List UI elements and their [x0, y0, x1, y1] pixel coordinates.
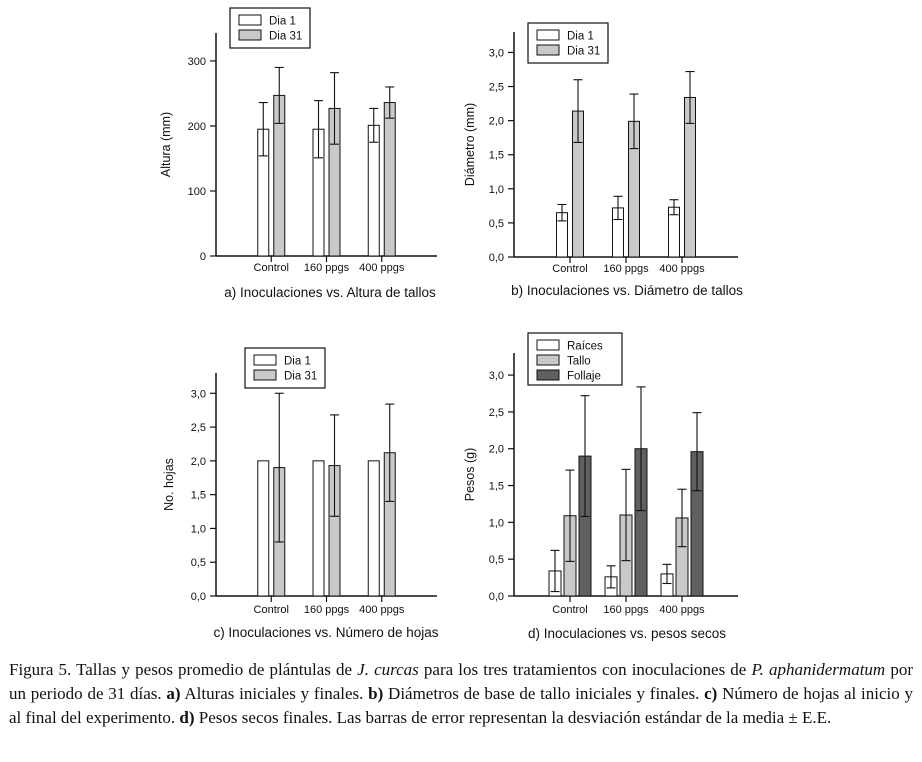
y-tick-label: 300 [187, 55, 206, 68]
caption-segment: c) [704, 684, 718, 703]
y-tick-label: 1,5 [190, 489, 206, 502]
y-tick-label: 1,0 [190, 523, 206, 536]
y-tick-label: 0,5 [488, 554, 504, 567]
caption-segment: Número de hojas al inicio y al final del experimento. [9, 684, 913, 727]
caption-segment: b) [368, 684, 384, 703]
chart-subcaption: c) Inoculaciones vs. Número de hojas [213, 625, 439, 640]
y-tick-label: 2,0 [488, 443, 504, 456]
legend-label: Raíces [567, 340, 603, 353]
y-tick-label: 3,0 [488, 47, 504, 60]
y-tick-label: 2,0 [488, 115, 504, 128]
legend-swatch [254, 370, 276, 380]
y-tick-label: 0,5 [488, 217, 504, 230]
y-tick-label: 3,0 [190, 388, 206, 401]
y-tick-label: 0,0 [190, 591, 206, 603]
x-tick-label: 160 ppgs [603, 604, 649, 616]
legend-swatch [537, 30, 559, 40]
y-tick-label: 0 [199, 251, 206, 263]
caption-segment: para los tres tratamientos con inoculaciones de [418, 660, 752, 679]
legend-label: Dia 1 [567, 30, 594, 43]
legend-swatch [254, 355, 276, 365]
y-axis-label: Altura (mm) [159, 111, 173, 178]
x-tick-label: Control [552, 604, 588, 616]
chart-subcaption: a) Inoculaciones vs. Altura de tallos [224, 285, 436, 300]
legend-label: Dia 31 [284, 370, 318, 383]
bar [384, 103, 395, 256]
legend-swatch [537, 340, 559, 350]
chart-altura-tallos [0, 0, 461, 320]
y-tick-label: 1,5 [488, 480, 504, 493]
bar [258, 461, 269, 596]
x-tick-label: 400 ppgs [659, 604, 705, 616]
bar [313, 461, 324, 596]
y-tick-label: 3,0 [488, 370, 504, 383]
legend-label: Dia 31 [567, 45, 601, 58]
legend-label: Follaje [567, 370, 601, 383]
x-tick-label: 400 ppgs [659, 263, 705, 275]
legend-label: Tallo [567, 355, 591, 368]
x-tick-label: 160 ppgs [603, 263, 649, 275]
y-tick-label: 0,0 [488, 252, 504, 264]
caption-segment: Diámetros de base de tallo iniciales y finales. [383, 684, 705, 703]
y-tick-label: 1,0 [488, 517, 504, 530]
figure-caption [9, 658, 913, 730]
legend-label: Dia 1 [269, 15, 296, 28]
y-tick-label: 2,0 [190, 455, 206, 468]
panel-a-altura [0, 0, 461, 320]
panel-c-hojas [0, 320, 461, 653]
y-axis-label: Pesos (g) [463, 447, 477, 502]
y-tick-label: 2,5 [488, 81, 504, 94]
caption-segment: Alturas iniciales y finales. [180, 684, 369, 703]
legend-swatch [537, 355, 559, 365]
x-tick-label: 400 ppgs [359, 604, 405, 616]
chart-subcaption: d) Inoculaciones vs. pesos secos [527, 626, 727, 641]
legend-swatch [537, 45, 559, 55]
legend-swatch [239, 30, 261, 40]
chart-diametro-tallos [461, 0, 922, 320]
x-tick-label: 160 ppgs [303, 262, 350, 274]
y-tick-label: 1,5 [488, 149, 504, 162]
x-tick-label: Control [552, 263, 588, 275]
x-tick-label: 160 ppgs [303, 604, 350, 616]
bar [368, 125, 379, 256]
caption-segment: por un periodo de 31 días. [9, 660, 913, 703]
panel-b-diametro [461, 0, 922, 320]
y-tick-label: 1,0 [488, 183, 504, 196]
x-tick-label: Control [253, 262, 289, 274]
legend-label: Dia 1 [284, 355, 311, 368]
caption-segment: Figura 5. Tallas y pesos promedio de plántulas de [9, 660, 358, 679]
y-tick-label: 0,0 [488, 591, 504, 603]
caption-segment: P. aphanidermatum [751, 660, 886, 679]
legend-swatch [239, 15, 261, 25]
panel-d-pesos [461, 320, 922, 653]
x-tick-label: 400 ppgs [359, 262, 405, 274]
caption-segment: Pesos secos finales. Las barras de error representan la desviación estándar de la media ± E.E. [194, 708, 832, 727]
y-tick-label: 200 [187, 120, 206, 133]
caption-segment: J. curcas [357, 660, 419, 679]
legend-swatch [537, 370, 559, 380]
caption-segment: d) [179, 708, 195, 727]
y-axis-label: Diámetro (mm) [463, 102, 477, 187]
y-tick-label: 2,5 [190, 422, 206, 435]
y-tick-label: 100 [187, 185, 206, 198]
y-tick-label: 2,5 [488, 406, 504, 419]
x-tick-label: Control [253, 604, 289, 616]
y-axis-label: No. hojas [162, 458, 176, 511]
chart-pesos-secos [461, 320, 922, 653]
bar [368, 461, 379, 596]
chart-subcaption: b) Inoculaciones vs. Diámetro de tallos [511, 283, 743, 298]
legend-label: Dia 31 [269, 30, 303, 43]
caption-segment: a) [166, 684, 181, 703]
y-tick-label: 0,5 [190, 557, 206, 570]
chart-numero-hojas [0, 320, 461, 653]
